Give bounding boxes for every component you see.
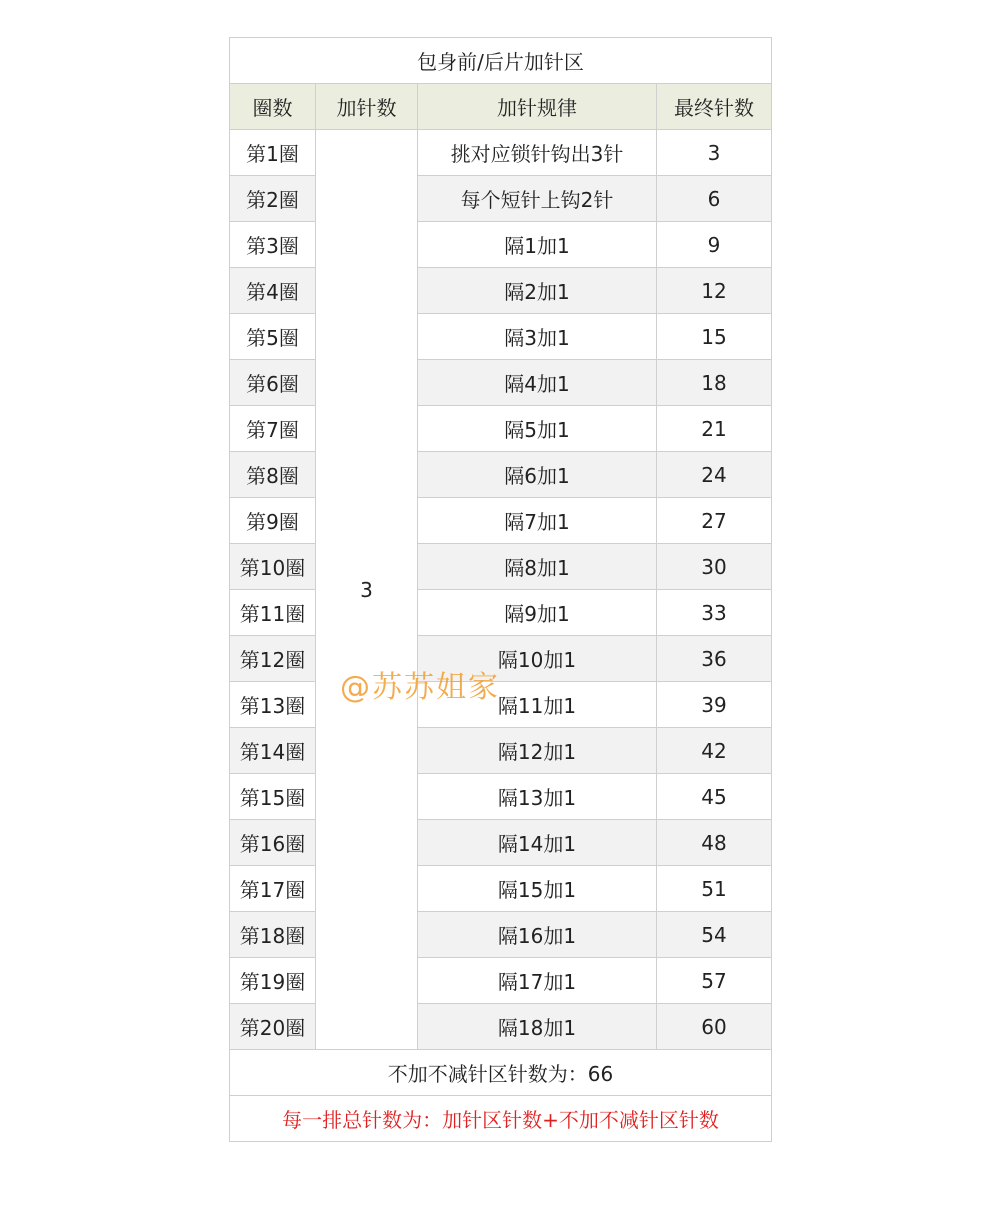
table-row [230,360,772,406]
table-row [230,866,772,912]
final-count-cell: 30 [657,544,772,590]
round-cell: 第16圈 [230,820,316,866]
table-row [230,498,772,544]
final-count-cell: 36 [657,636,772,682]
table-row [230,820,772,866]
round-cell: 第1圈 [230,130,316,176]
stitch-table-container [229,37,771,1142]
table-row [230,452,772,498]
final-count-cell: 33 [657,590,772,636]
table-row [230,682,772,728]
round-cell: 第15圈 [230,774,316,820]
table-row [230,590,772,636]
stitch-table [229,37,772,1142]
round-cell: 第9圈 [230,498,316,544]
rule-cell: 隔4加1 [418,360,657,406]
round-cell: 第4圈 [230,268,316,314]
formula-text: 每一排总针数为：加针区针数+不加不减针区针数 [230,1096,772,1142]
add-count-cell: 3 [316,130,418,1050]
round-cell: 第17圈 [230,866,316,912]
final-count-cell: 60 [657,1004,772,1050]
rule-cell: 隔17加1 [418,958,657,1004]
rule-cell: 隔3加1 [418,314,657,360]
round-cell: 第7圈 [230,406,316,452]
round-cell: 第13圈 [230,682,316,728]
table-row [230,176,772,222]
watermark: @苏苏姐家 [340,670,500,705]
round-cell: 第6圈 [230,360,316,406]
rule-cell: 隔13加1 [418,774,657,820]
round-cell: 第12圈 [230,636,316,682]
rule-cell: 隔12加1 [418,728,657,774]
rule-cell: 隔18加1 [418,1004,657,1050]
final-count-cell: 18 [657,360,772,406]
round-cell: 第3圈 [230,222,316,268]
rule-cell: 隔6加1 [418,452,657,498]
table-row [230,1004,772,1050]
final-count-cell: 54 [657,912,772,958]
rule-cell: 隔16加1 [418,912,657,958]
final-count-cell: 42 [657,728,772,774]
table-body [230,130,772,1050]
table-row [230,958,772,1004]
table-row [230,222,772,268]
final-count-cell: 15 [657,314,772,360]
rule-cell: 隔2加1 [418,268,657,314]
rule-cell: 隔15加1 [418,866,657,912]
final-count-cell: 45 [657,774,772,820]
table-row [230,544,772,590]
column-header-round: 圈数 [230,84,316,130]
round-cell: 第5圈 [230,314,316,360]
final-count-cell: 48 [657,820,772,866]
rule-cell: 挑对应锁针钩出3针 [418,130,657,176]
table-row [230,268,772,314]
final-count-cell: 3 [657,130,772,176]
round-cell: 第11圈 [230,590,316,636]
rule-cell: 隔5加1 [418,406,657,452]
table-row [230,912,772,958]
rule-cell: 隔1加1 [418,222,657,268]
final-count-cell: 24 [657,452,772,498]
round-cell: 第8圈 [230,452,316,498]
final-count-cell: 51 [657,866,772,912]
table-row [230,636,772,682]
final-count-cell: 9 [657,222,772,268]
rule-cell: 隔10加1 [418,636,657,682]
rule-cell: 隔8加1 [418,544,657,590]
header-row [230,84,772,130]
final-count-cell: 12 [657,268,772,314]
final-count-cell: 27 [657,498,772,544]
rule-cell: 每个短针上钩2针 [418,176,657,222]
table-row [230,728,772,774]
table-title: 包身前/后片加针区 [230,38,772,84]
rule-cell: 隔14加1 [418,820,657,866]
summary-text: 不加不减针区针数为：66 [230,1050,772,1096]
round-cell: 第2圈 [230,176,316,222]
final-count-cell: 21 [657,406,772,452]
final-count-cell: 6 [657,176,772,222]
column-header-final-count: 最终针数 [657,84,772,130]
rule-cell: 隔9加1 [418,590,657,636]
final-count-cell: 39 [657,682,772,728]
round-cell: 第20圈 [230,1004,316,1050]
column-header-add-count: 加针数 [316,84,418,130]
column-header-rule: 加针规律 [418,84,657,130]
round-cell: 第10圈 [230,544,316,590]
round-cell: 第18圈 [230,912,316,958]
table-row [230,406,772,452]
rule-cell: 隔7加1 [418,498,657,544]
round-cell: 第19圈 [230,958,316,1004]
table-row [230,130,772,176]
table-row [230,774,772,820]
final-count-cell: 57 [657,958,772,1004]
round-cell: 第14圈 [230,728,316,774]
table-row [230,314,772,360]
rule-cell: 隔11加1 [418,682,657,728]
